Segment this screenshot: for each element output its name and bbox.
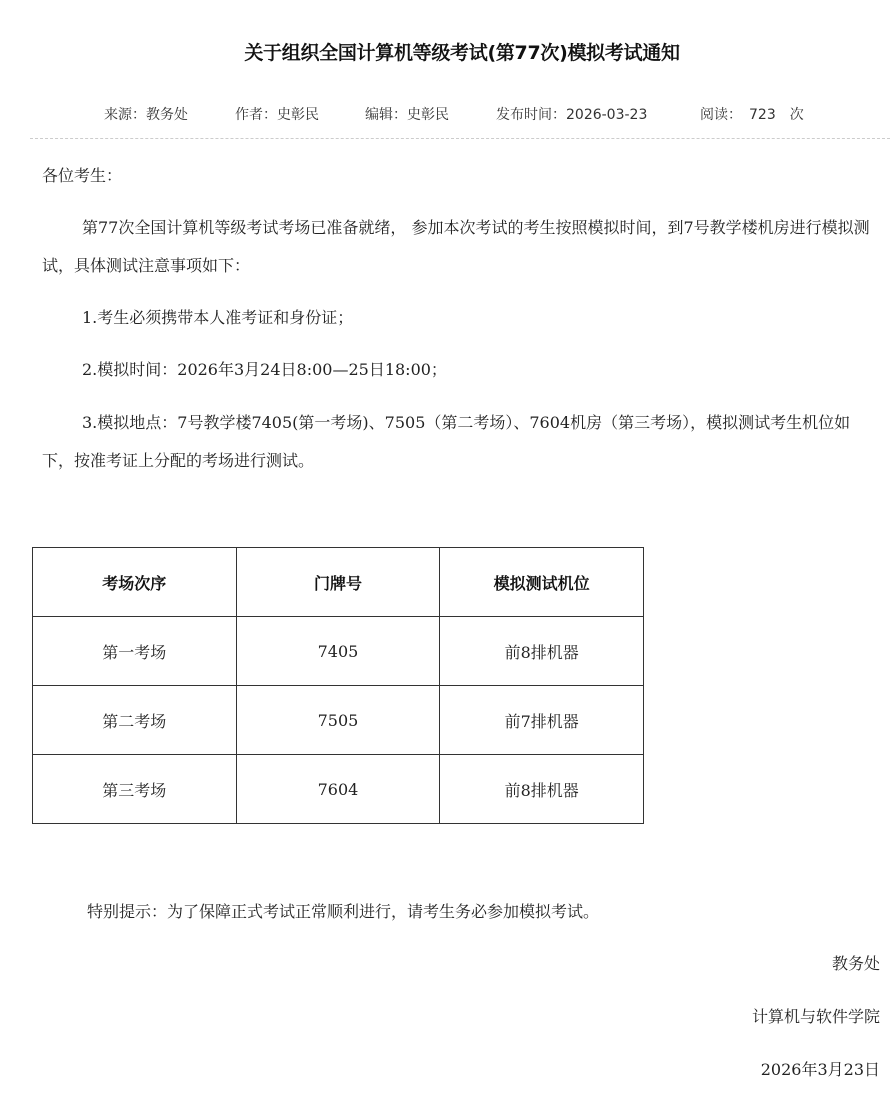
seat-position-cell: 前7排机器 (440, 686, 644, 755)
notice-item-2: 2.模拟时间：2026年3月24日8:00—25日18:00； (82, 360, 447, 379)
header-room-order: 考场次序 (33, 548, 237, 617)
special-notice: 特别提示：为了保障正式考试正常顺利进行，请考生务必参加模拟考试。 (87, 902, 600, 921)
header-seat-position: 模拟测试机位 (440, 548, 644, 617)
salutation: 各位考生： (42, 166, 123, 185)
meta-read-count: 阅读： 723 次 (700, 107, 804, 123)
room-number-cell: 7405 (236, 617, 440, 686)
room-order-cell: 第三考场 (33, 755, 237, 824)
room-number-cell: 7505 (236, 686, 440, 755)
table-row (33, 617, 644, 686)
meta-editor: 编辑：史彰民 (365, 107, 449, 123)
article-title: 关于组织全国计算机等级考试(第77次)模拟考试通知 (244, 42, 680, 64)
article-meta (0, 104, 890, 124)
table-row (33, 755, 644, 824)
meta-author: 作者：史彰民 (235, 107, 319, 123)
intro-paragraph: 第77次全国计算机等级考试考场已准备就绪， 参加本次考试的考生按照模拟时间，到7号教学楼机房进行模拟测试，具体测试注意事项如下： (42, 218, 870, 275)
room-order-cell: 第一考场 (33, 617, 237, 686)
meta-publish-date: 发布时间：2026-03-23 (496, 107, 648, 123)
meta-source: 来源：教务处 (104, 107, 188, 123)
header-divider (30, 138, 890, 139)
room-order-cell: 第二考场 (33, 686, 237, 755)
room-number-cell: 7604 (236, 755, 440, 824)
signature-office: 教务处 (831, 954, 880, 973)
header-room-number: 门牌号 (236, 548, 440, 617)
seat-position-cell: 前8排机器 (440, 617, 644, 686)
exam-room-table (32, 547, 644, 824)
table-row (33, 686, 644, 755)
seat-position-cell: 前8排机器 (440, 755, 644, 824)
signature-date: 2026年3月23日 (760, 1060, 880, 1079)
signature-college: 计算机与软件学院 (751, 1007, 880, 1026)
notice-item-3: 3.模拟地点：7号教学楼7405(第一考场)、7505（第二考场）、7604机房（第三考场），模拟测试考生机位如下，按准考证上分配的考场进行测试。 (42, 413, 851, 470)
table-header-row (33, 548, 644, 617)
notice-item-1: 1.考生必须携带本人准考证和身份证； (82, 308, 354, 327)
